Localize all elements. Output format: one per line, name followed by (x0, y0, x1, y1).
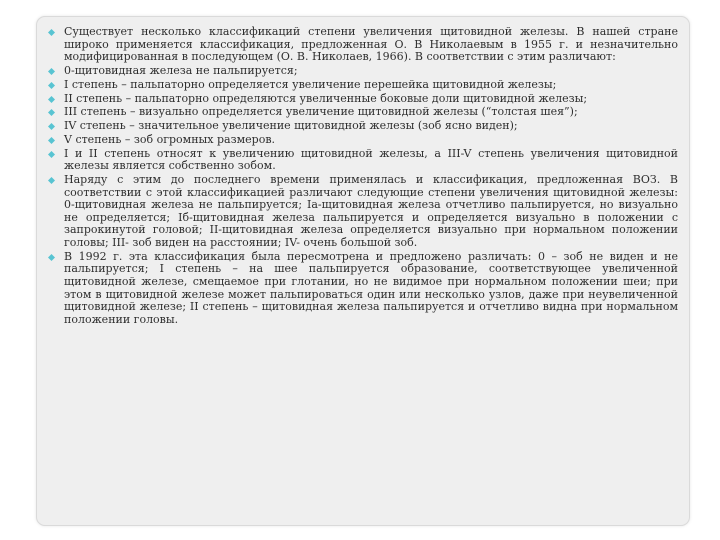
bullet-item (48, 65, 678, 78)
bullet-icon (48, 123, 55, 130)
bullet-icon (48, 96, 55, 103)
bullet-item (48, 174, 678, 250)
bullet-item (48, 93, 678, 106)
bullet-icon (48, 177, 55, 184)
bullet-item (48, 251, 678, 327)
bullet-text: III степень – визуально определяется увеличение щитовидной железы (“толстая шея”); (64, 105, 578, 119)
bullet-item (48, 26, 678, 64)
bullet-item (48, 106, 678, 119)
bullet-item (48, 120, 678, 133)
bullet-icon (48, 29, 55, 36)
bullet-icon (48, 109, 55, 116)
bullet-text: IV степень – значительное увеличение щитовидной железы (зоб ясно виден); (64, 119, 518, 133)
bullet-text: В 1992 г. эта классификация была пересмотрена и предложено различать: 0 – зоб не виден и не пальпируется; I степень – на шее пальпируется образование, соответствующее увеличенной щитовидной железе, смещаемое при глотании, но не видимое при нормальном положении шеи; при этом в щитовидной железе может пальпироваться один или несколько узлов, даже при неувеличенной щитовидной железе; II степень – щитовидная железа пальпируется и отчетливо видна при нормальном положении головы. (64, 249, 678, 326)
bullet-text: Существует несколько классификаций степени увеличения щитовидной железы. В нашей стране широко применяется классификация, предложенная О. В Николаевым в 1955 г. и незначительно модифицированная в последующем (О. В. Николаев, 1966). В соответствии с этим различают: (64, 25, 678, 64)
bullet-text: II степень – пальпаторно определяются увеличенные боковые доли щитовидной железы; (64, 91, 588, 105)
bullet-icon (48, 82, 55, 89)
bullet-icon (48, 137, 55, 144)
bullet-icon (48, 151, 55, 158)
bullet-text: 0-щитовидная железа не пальпируется; (64, 63, 298, 77)
bullet-list (48, 26, 678, 326)
bullet-item (48, 134, 678, 147)
bullet-text: V степень – зоб огромных размеров. (64, 132, 276, 146)
bullet-text: Наряду с этим до последнего времени применялась и классификация, предложенная ВОЗ. В соответствии с этой классификацией различают следующие степени увеличения щитовидной железы: 0-щитовидная железа не пальпируется; Ia-щитовидная железа отчетливо пальпируется, но визуально не определяется; Iб-щитовидная железа пальпируется и определяется визуально в положении с запрокинутой головой; II-щитовидная железа определяется визуально при нормальном положении головы; III- зоб виден на расстоянии; IV- очень большой зоб. (64, 173, 678, 249)
bullet-text: I степень – пальпаторно определяется увеличение перешейка щитовидной железы; (64, 77, 557, 91)
bullet-icon (48, 254, 55, 261)
bullet-item (48, 79, 678, 92)
bullet-item (48, 148, 678, 173)
bullet-text: I и II степень относят к увеличению щитовидной железы, а III-V степень увеличения щитовидной железы является собственно зобом. (64, 146, 678, 173)
slide-content (48, 26, 678, 328)
bullet-icon (48, 68, 55, 75)
